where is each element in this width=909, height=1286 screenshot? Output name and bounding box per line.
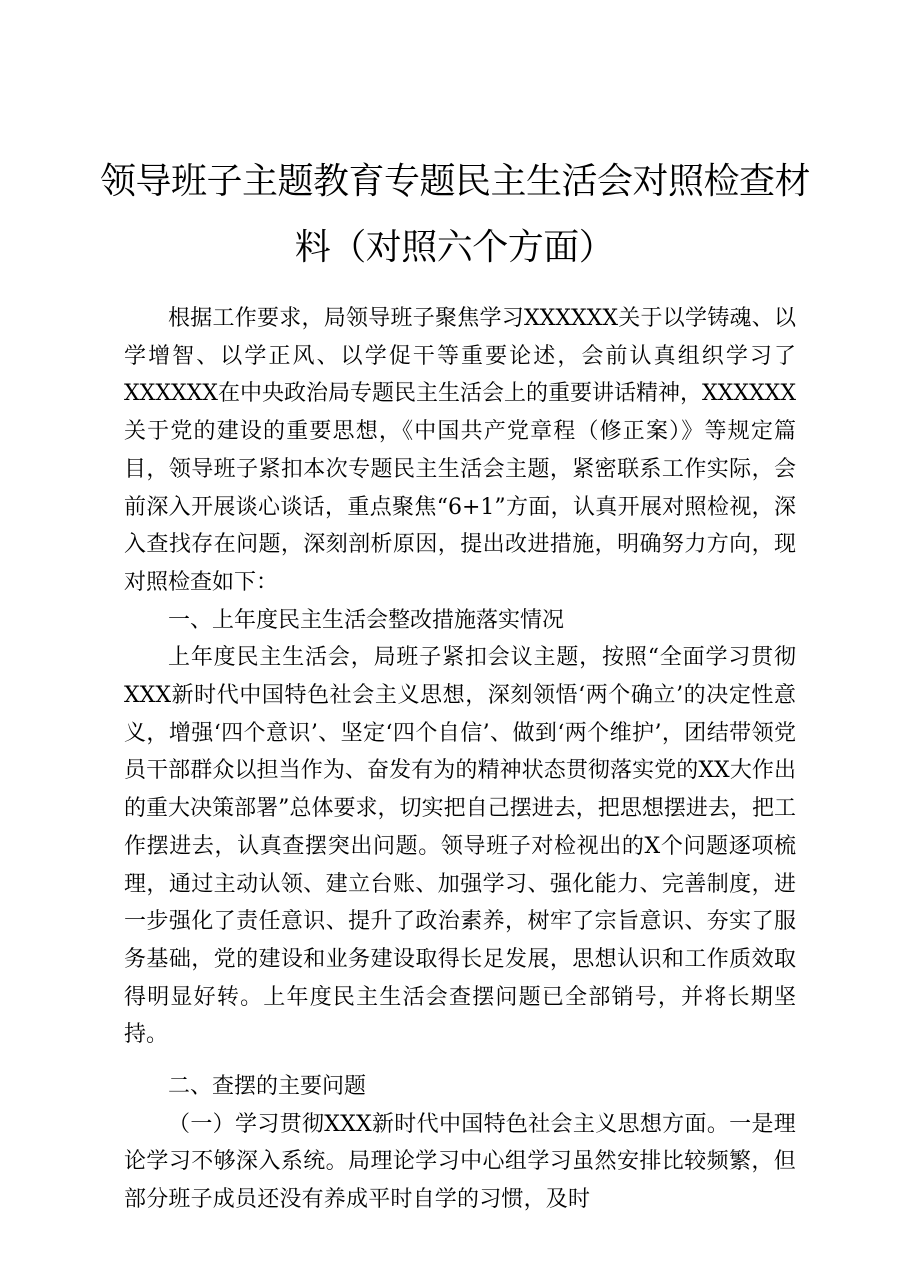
section-2-subsection-1: （一）学习贯彻XXX新时代中国特色社会主义思想方面。一是理论学习不够深入系统。局理论学习中心组学习虽然安排比较频繁，但部分班子成员还没有养成平时自学的习惯，及时 (124, 1111, 796, 1213)
document-title-line-2: 料（对照六个方面） (294, 227, 615, 268)
section-1-paragraph: 上年度民主生活会，局班子紧扣会议主题，按照“全面学习贯彻XXX新时代中国特色社会主义思想，深刻领悟‘两个确立’的决定性意义，增强‘四个意识’、坚定‘四个自信’、做到‘两个维护’，团结带领党员干部群众以担当作为、奋发有为的精神状态贯彻落实党的XX大作出的重大决策部署”总体要求，切实把自己摆进去，把思想摆进去，把工作摆进去，认真查摆突出问题。领导班子对检视出的X个问题逐项梳理，通过主动认领、建立台账、加强学习、强化能力、完善制度，进一步强化了责任意识、提升了政治素养，树牢了宗旨意识、夯实了服务基础，党的建设和业务建设取得长足发展，思想认识和工作质效取得明显好转。上年度民主生活会查摆问题已全部销号，并将长期坚持。 (124, 645, 796, 1048)
intro-paragraph: 根据工作要求，局领导班子聚焦学习XXXXXX关于以学铸魂、以学增智、以学正风、以学促干等重要论述，会前认真组织学习了XXXXXX在中央政治局专题民主生活会上的重要讲话精神，XXXXXX关于党的建设的重要思想，《中国共产党章程（修正案）》等规定篇目，领导班子紧扣本次专题民主生活会主题，紧密联系工作实际，会前深入开展谈心谈话，重点聚焦“6+1”方面，认真开展对照检视，深入查找存在问题，深刻剖析原因，提出改进措施，明确努力方向，现对照检查如下： (124, 306, 796, 595)
section-2-heading: 二、查摆的主要问题 (168, 1074, 367, 1100)
document-body (124, 300, 796, 1219)
document-title-line-1: 领导班子主题教育专题民主生活会对照检查材 (100, 161, 811, 202)
section-1-heading: 一、上年度民主生活会整改措施落实情况 (168, 607, 565, 633)
